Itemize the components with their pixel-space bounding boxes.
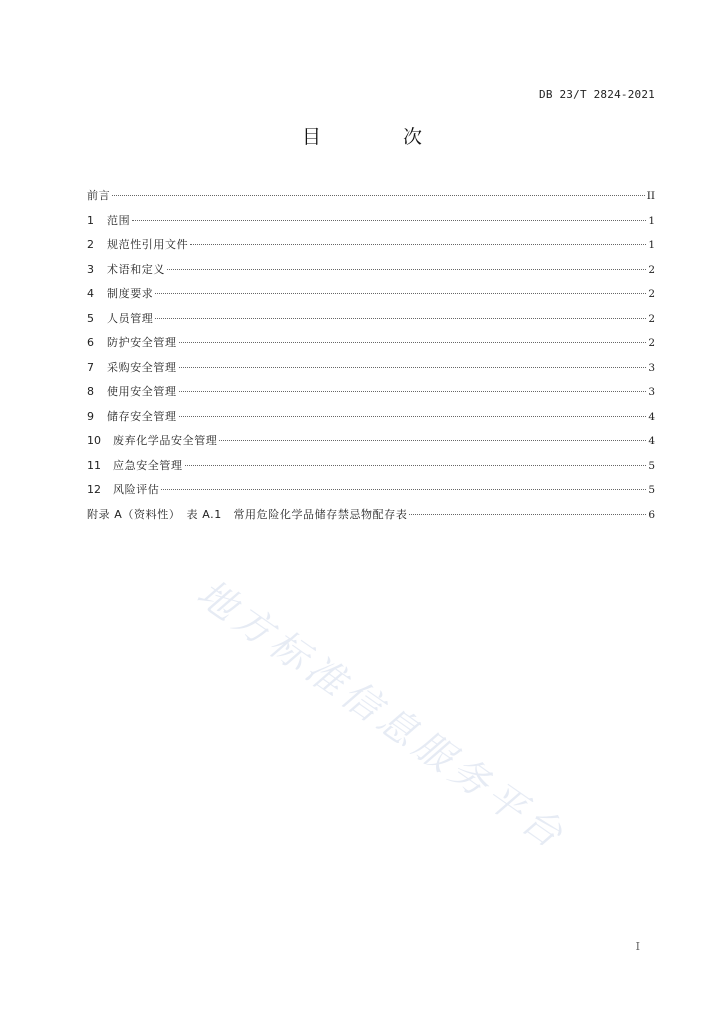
toc-label: 人员管理 <box>107 311 154 325</box>
toc-label: 应急安全管理 <box>113 458 183 472</box>
toc-leader-dots <box>179 415 647 417</box>
toc-item-appendix-a[interactable] <box>87 503 655 528</box>
toc-item-foreword[interactable] <box>87 184 655 209</box>
toc-leader-dots <box>161 488 646 490</box>
toc-number: 3 <box>87 262 94 276</box>
toc-number: 6 <box>87 336 94 349</box>
watermark: 地方标准信息服务平台 <box>189 570 575 860</box>
toc-item-3[interactable] <box>87 258 655 283</box>
toc-label: 规范性引用文件 <box>107 238 189 251</box>
toc-leader-dots <box>185 464 647 466</box>
toc-label: 前言 <box>87 189 111 202</box>
page-title: 目 次 <box>301 126 461 148</box>
toc-leader-dots <box>190 243 646 245</box>
toc-page-number: 5 <box>648 459 655 472</box>
toc-leader-dots <box>179 390 647 392</box>
toc-leader-dots <box>155 317 646 319</box>
toc-leader-dots <box>167 268 646 270</box>
toc-leader-dots <box>132 219 646 221</box>
toc-page-number: 4 <box>648 410 655 423</box>
toc-leader-dots <box>409 513 646 515</box>
toc-label: 制度要求 <box>107 287 154 300</box>
toc-number: 2 <box>87 238 94 251</box>
toc-page-number: 3 <box>648 361 655 374</box>
toc-number: 8 <box>87 385 94 398</box>
toc-number: 4 <box>87 287 94 300</box>
toc-page-number: 5 <box>648 484 655 496</box>
toc-item-5[interactable] <box>87 307 655 332</box>
toc-page-number: 2 <box>648 337 655 349</box>
toc-leader-dots <box>179 366 647 368</box>
toc-leader-dots <box>155 292 646 294</box>
toc-page-number: 6 <box>648 508 655 521</box>
toc-page-number: 3 <box>648 386 655 398</box>
toc-label: 范围 <box>107 213 131 227</box>
toc-label: 术语和定义 <box>107 262 165 276</box>
toc-item-7[interactable] <box>87 356 655 381</box>
toc-number: 1 <box>87 213 94 227</box>
table-of-contents <box>87 184 655 527</box>
document-code: DB 23/T 2824-2021 <box>539 88 655 101</box>
toc-item-4[interactable] <box>87 282 655 307</box>
toc-item-6[interactable] <box>87 331 655 356</box>
toc-label: 使用安全管理 <box>107 385 177 398</box>
toc-label: 废弃化学品安全管理 <box>113 434 218 447</box>
toc-number: 11 <box>87 458 101 472</box>
toc-item-1[interactable] <box>87 209 655 234</box>
toc-page-number: 1 <box>648 239 655 251</box>
toc-item-11[interactable] <box>87 454 655 479</box>
toc-page-number: 2 <box>648 312 655 325</box>
toc-page-number: 4 <box>648 435 655 447</box>
toc-number: 12 <box>87 483 101 496</box>
toc-item-8[interactable] <box>87 380 655 405</box>
toc-item-2[interactable] <box>87 233 655 258</box>
toc-label: 风险评估 <box>113 483 160 496</box>
toc-item-12[interactable] <box>87 478 655 503</box>
toc-number: 10 <box>87 434 101 447</box>
toc-label: 防护安全管理 <box>107 336 177 349</box>
page-number: I <box>635 940 640 953</box>
toc-item-9[interactable] <box>87 405 655 430</box>
toc-page-number: 1 <box>648 214 655 227</box>
toc-leader-dots <box>219 439 646 441</box>
toc-leader-dots <box>179 341 647 343</box>
toc-label: 采购安全管理 <box>107 360 177 374</box>
toc-label: 附录 A（资料性） 表 A.1 常用危险化学品储存禁忌物配存表 <box>87 507 408 521</box>
toc-item-10[interactable] <box>87 429 655 454</box>
toc-page-number: 2 <box>648 288 655 300</box>
toc-page-number: 2 <box>648 263 655 276</box>
toc-number: 9 <box>87 409 94 423</box>
toc-page-number: II <box>646 190 655 202</box>
toc-number: 5 <box>87 311 94 325</box>
toc-leader-dots <box>112 194 645 196</box>
toc-number: 7 <box>87 360 94 374</box>
toc-label: 储存安全管理 <box>107 409 177 423</box>
